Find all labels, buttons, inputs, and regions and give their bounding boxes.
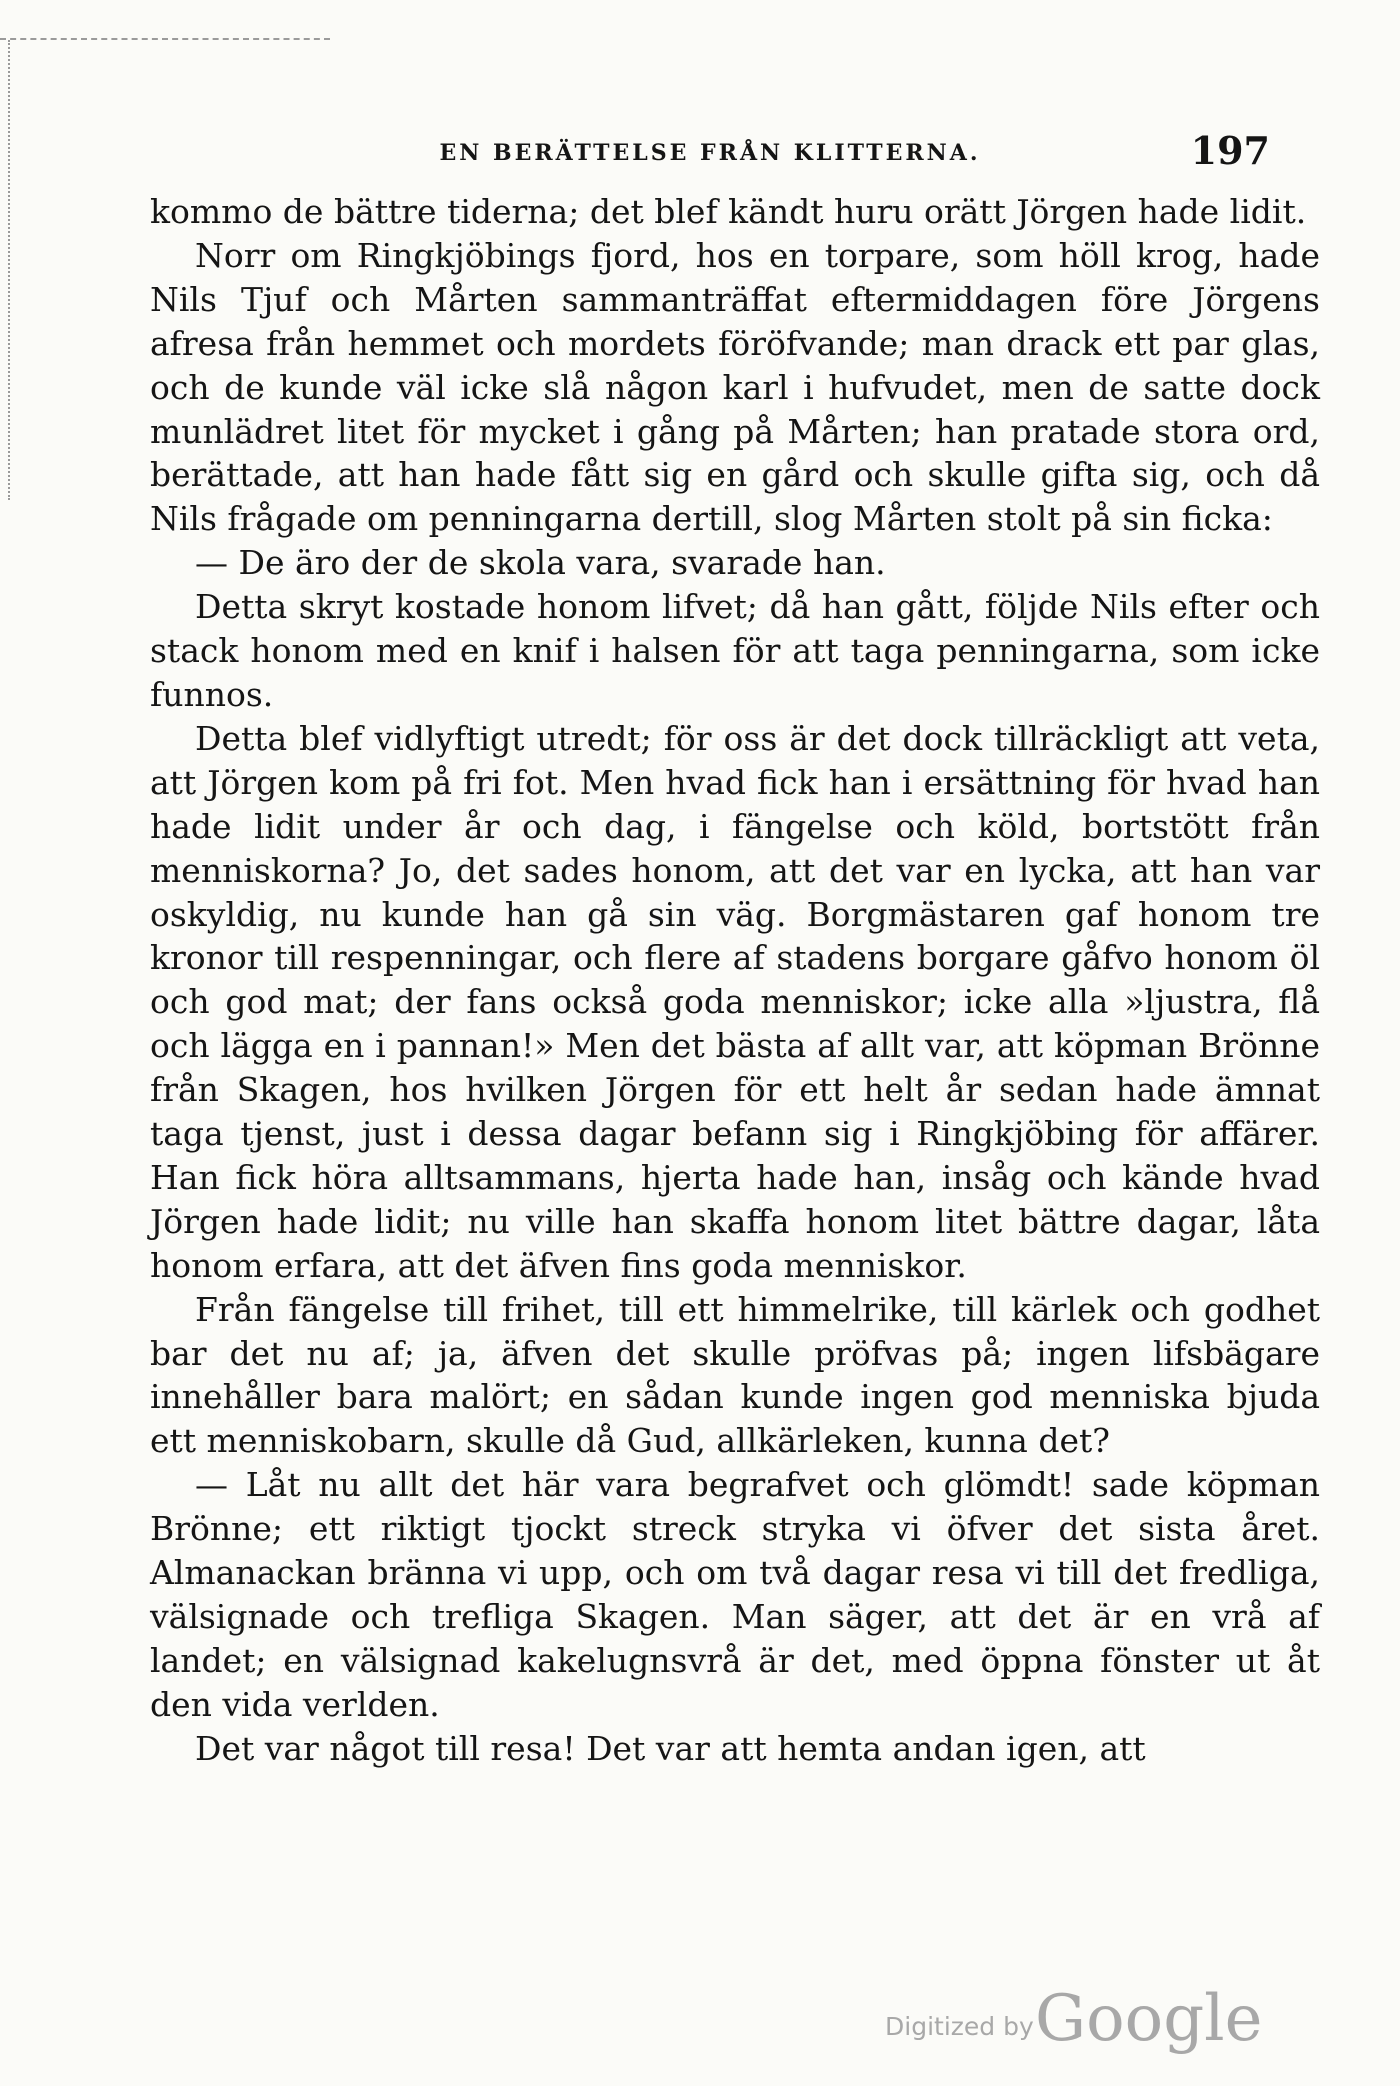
page-number: 197 [1190, 128, 1270, 173]
page-body [150, 190, 1320, 1771]
scan-edge-left [8, 40, 10, 500]
paragraph-6: Från fängelse till frihet, till ett himmelrike, till kärlek och godhet bar det nu af; ja, äfven det skulle pröfvas på; ingen lifsbägare innehåller bara malört; en sådan kunde ingen god menniska bjuda ett menniskobarn, skulle då Gud, allkärleken, kunna det? [150, 1289, 1320, 1461]
paragraph-1: kommo de bättre tiderna; det blef kändt huru orätt Jörgen hade lidit. [150, 192, 1307, 231]
paragraph-3: — De äro der de skola vara, svarade han. [195, 543, 886, 583]
paragraph-7: — Låt nu allt det här vara begrafvet och glömdt! sade köpman Brönne; ett riktigt tjockt streck stryka vi öfver det sista året. Almanackan bränna vi upp, och om två dagar resa vi till det fredliga, välsignade och trefliga Skagen. Man säger, att det är en vrå af landet; en välsignad kakelugnsvrå är det, med öppna fönster ut åt den vida verlden. [150, 1465, 1320, 1724]
paragraph-5: Detta blef vidlyftigt utredt; för oss är det dock tillräckligt att veta, att Jörgen kom på fri fot. Men hvad fick han i ersättning för hvad han hade lidit under år och dag, i fängelse och köld, bortstött från menniskorna? Jo, det sades honom, att det var en lycka, att han var oskyldig, nu kunde han gå sin väg. Borgmästaren gaf honom tre kronor till respenningar, och flere af stadens borgare gåfvo honom öl och god mat; der fans också goda menniskor; icke alla »ljustra, flå och lägga en i pannan!» Men det bästa af allt var, att köpman Brönne från Skagen, hos hvilken Jörgen för ett helt år sedan hade ämnat taga tjenst, just i dessa dagar befann sig i Ringkjöbing för affärer. Han fick höra alltsammans, hjerta hade han, insåg och kände hvad Jörgen hade lidit; nu ville han skaffa honom litet bättre dagar, låta honom erfara, att det äfven fins goda menniskor. [150, 718, 1320, 1285]
running-head [150, 128, 1270, 184]
digitized-label: Digitized by [885, 2012, 1034, 2041]
running-title: EN BERÄTTELSE FRÅN KLITTERNA. [439, 140, 981, 166]
paragraph-8: Det var något till resa! Det var att hemta andan igen, att [195, 1728, 1146, 1768]
digitized-watermark [885, 1982, 1385, 2060]
paragraph-2: Norr om Ringkjöbings fjord, hos en torpare, som höll krog, hade Nils Tjuf och Mårten sammanträffat eftermiddagen före Jörgens afresa från hemmet och mordets föröfvande; man drack ett par glas, och de kunde väl icke slå någon karl i hufvudet, men de satte dock munlädret litet för mycket i gång på Mårten; han pratade stora ord, berättade, att han hade fått sig en gård och skulle gifta sig, och då Nils frågade om penningarna dertill, slog Mårten stolt på sin ficka: [150, 235, 1320, 539]
paragraph-4: Detta skryt kostade honom lifvet; då han gått, följde Nils efter och stack honom med en knif i halsen för att taga penningarna, som icke funnos. [150, 587, 1320, 714]
google-logo: Google [1035, 1982, 1263, 2056]
scan-edge-top [0, 38, 330, 40]
